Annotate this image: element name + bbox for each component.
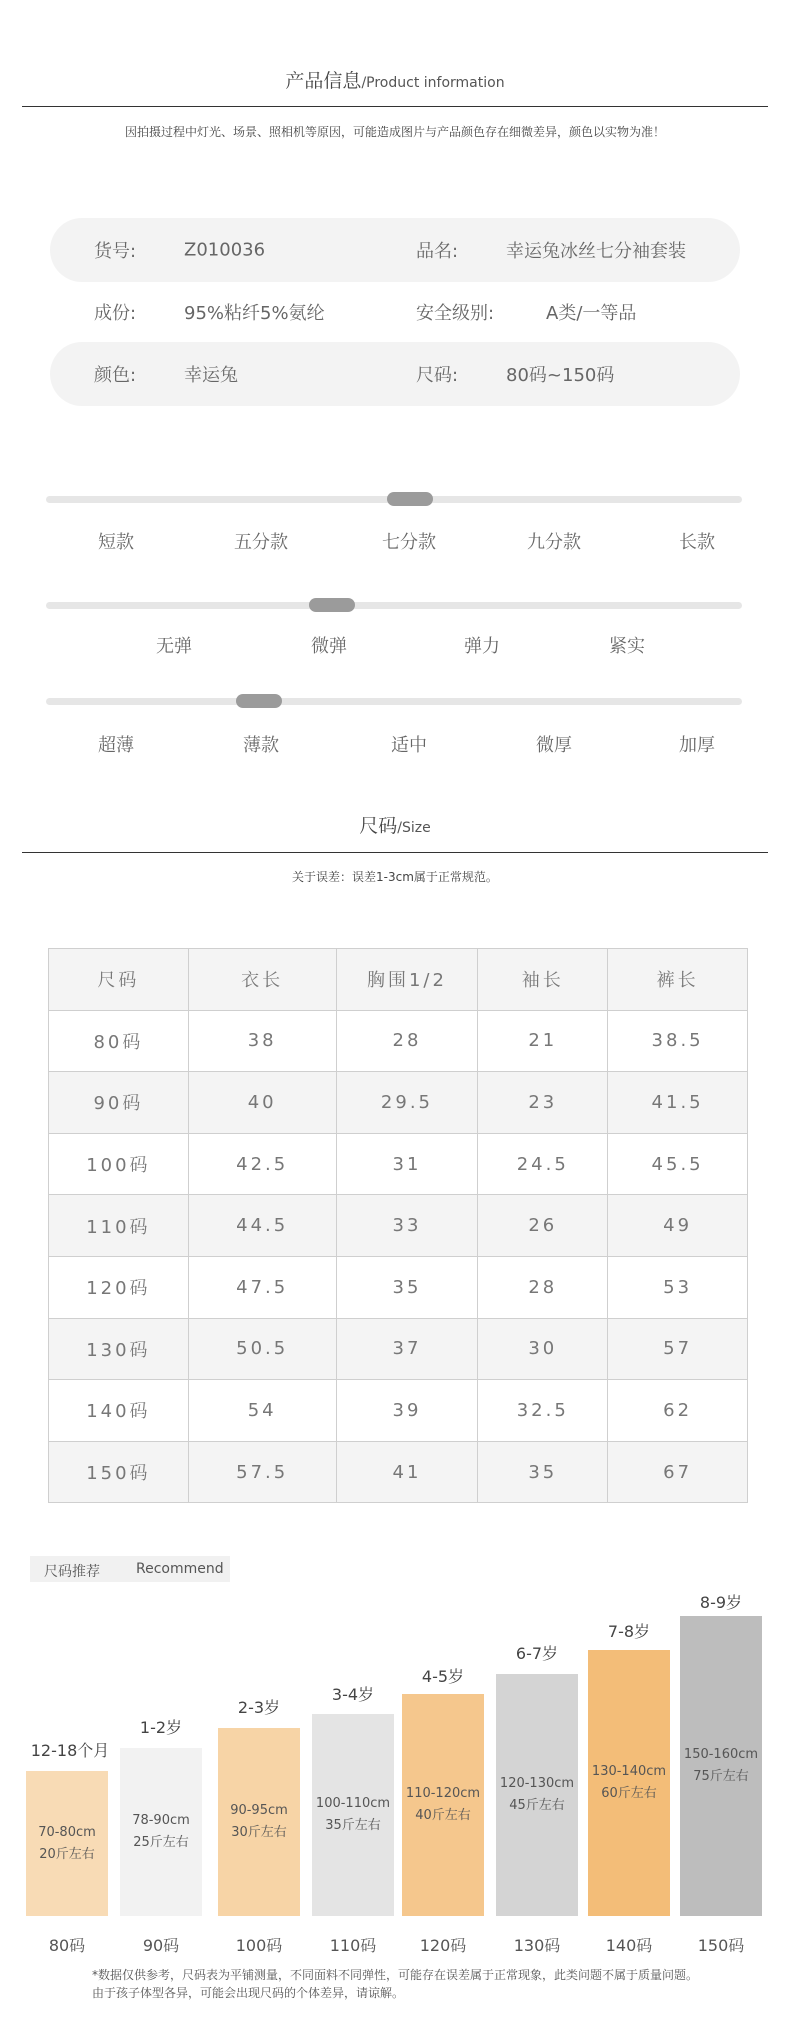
bar-size-label: 90码 xyxy=(142,1936,180,1955)
table-cell: 23 xyxy=(478,1072,608,1134)
bar-height: 120-130cm xyxy=(499,1776,575,1791)
table-cell: 57 xyxy=(608,1318,748,1380)
bar-weight: 75斤左右 xyxy=(693,1769,749,1784)
table-row xyxy=(49,1195,748,1257)
info-row-1 xyxy=(50,218,740,282)
table-cell: 140码 xyxy=(49,1380,189,1442)
footnote-disclaimer: *数据仅供参考，尺码表为平铺测量，不同面料不同弹性，可能存在误差属于正常现象，此类问题不属于质量问题。 xyxy=(92,1968,699,1982)
age-label: 2-3岁 xyxy=(237,1698,281,1717)
table-cell: 33 xyxy=(336,1195,478,1257)
table-cell: 39 xyxy=(336,1380,478,1442)
bar-height: 90-95cm xyxy=(230,1803,288,1818)
table-cell: 44.5 xyxy=(188,1195,336,1257)
table-header-cell: 尺码 xyxy=(49,949,189,1011)
recommend-tag xyxy=(30,1556,230,1582)
bar-height: 110-120cm xyxy=(405,1786,481,1801)
table-cell: 62 xyxy=(608,1380,748,1442)
table-cell: 50.5 xyxy=(188,1318,336,1380)
recommend-bar xyxy=(218,1728,300,1916)
age-label: 6-7岁 xyxy=(515,1644,559,1663)
table-cell: 42.5 xyxy=(188,1133,336,1195)
table-header-cell: 袖长 xyxy=(478,949,608,1011)
table-cell: 37 xyxy=(336,1318,478,1380)
product-name-key: 品名: xyxy=(416,241,459,262)
table-cell: 80码 xyxy=(49,1010,189,1072)
table-row xyxy=(49,1072,748,1134)
thickness-label-ultrathin: 超薄 xyxy=(98,735,134,756)
table-row xyxy=(49,1318,748,1380)
table-cell: 24.5 xyxy=(478,1133,608,1195)
table-cell: 47.5 xyxy=(188,1256,336,1318)
bar-weight: 40斤左右 xyxy=(415,1808,471,1823)
safety-level-key: 安全级别: xyxy=(416,303,495,324)
table-row xyxy=(49,1133,748,1195)
elasticity-label-slight: 微弹 xyxy=(311,636,347,657)
elasticity-label-elastic: 弹力 xyxy=(464,636,500,657)
table-cell: 21 xyxy=(478,1010,608,1072)
age-label: 8-9岁 xyxy=(699,1593,743,1612)
length-label-half: 五分款 xyxy=(234,532,288,553)
table-row xyxy=(49,1256,748,1318)
table-cell: 53 xyxy=(608,1256,748,1318)
bar-size-label: 120码 xyxy=(419,1936,467,1955)
table-cell: 38 xyxy=(188,1010,336,1072)
thickness-label-thick: 加厚 xyxy=(679,735,715,756)
recommend-tag-en: Recommend xyxy=(136,1561,224,1577)
recommend-bar xyxy=(680,1616,762,1916)
table-cell: 38.5 xyxy=(608,1010,748,1072)
elasticity-label-firm: 紧实 xyxy=(609,636,645,657)
table-row xyxy=(49,1441,748,1503)
bar-size-label: 100码 xyxy=(235,1936,283,1955)
size-title-en: /Size xyxy=(397,820,431,836)
table-cell: 35 xyxy=(478,1441,608,1503)
length-label-seven: 七分款 xyxy=(382,532,436,553)
table-cell: 57.5 xyxy=(188,1441,336,1503)
size-title xyxy=(0,811,790,838)
recommend-tag-zh: 尺码推荐 xyxy=(44,1564,100,1580)
size-range-key: 尺码: xyxy=(416,365,459,386)
product-info-title-en: /Product information xyxy=(361,75,505,91)
table-header-cell: 胸围1/2 xyxy=(336,949,478,1011)
table-cell: 26 xyxy=(478,1195,608,1257)
length-label-nine: 九分款 xyxy=(527,532,581,553)
bar-weight: 25斤左右 xyxy=(133,1835,189,1850)
thickness-label-thin: 薄款 xyxy=(243,735,279,756)
thickness-label-slightthick: 微厚 xyxy=(536,735,572,756)
color-value: 幸运兔 xyxy=(184,365,238,386)
table-header-cell: 衣长 xyxy=(188,949,336,1011)
item-no-value: Z010036 xyxy=(184,239,266,261)
age-label: 1-2岁 xyxy=(139,1718,183,1737)
table-cell: 41 xyxy=(336,1441,478,1503)
table-cell: 32.5 xyxy=(478,1380,608,1442)
elasticity-slider-track xyxy=(46,602,742,609)
table-cell: 150码 xyxy=(49,1441,189,1503)
bar-height: 100-110cm xyxy=(315,1796,391,1811)
recommend-bar xyxy=(312,1714,394,1916)
thickness-label-medium: 适中 xyxy=(391,735,427,756)
table-cell: 130码 xyxy=(49,1318,189,1380)
bar-size-label: 130码 xyxy=(513,1936,561,1955)
bar-weight: 45斤左右 xyxy=(509,1798,565,1813)
table-cell: 40 xyxy=(188,1072,336,1134)
elasticity-slider-thumb xyxy=(309,598,355,612)
size-title-zh: 尺码 xyxy=(359,815,398,837)
table-cell: 110码 xyxy=(49,1195,189,1257)
material-key: 成份: xyxy=(94,303,137,324)
color-key: 颜色: xyxy=(94,365,137,386)
info-row-3 xyxy=(50,342,740,406)
product-info-title xyxy=(0,66,790,93)
length-label-long: 长款 xyxy=(679,532,715,553)
recommend-bar xyxy=(26,1771,108,1916)
bar-weight: 60斤左右 xyxy=(601,1786,657,1801)
size-tolerance-note: 关于误差：误差1-3cm属于正常规范。 xyxy=(292,870,498,884)
bar-size-label: 140码 xyxy=(605,1936,653,1955)
table-row xyxy=(49,1380,748,1442)
table-cell: 120码 xyxy=(49,1256,189,1318)
bar-size-label: 80码 xyxy=(48,1936,86,1955)
table-header-row xyxy=(49,949,748,1011)
table-cell: 31 xyxy=(336,1133,478,1195)
recommend-bar xyxy=(496,1674,578,1916)
footnote-body-variance: 由于孩子体型各异，可能会出现尺码的个体差异，请谅解。 xyxy=(92,1986,405,2000)
size-table xyxy=(48,948,748,1503)
age-label: 7-8岁 xyxy=(607,1622,651,1641)
color-disclaimer: 因拍摄过程中灯光、场景、照相机等原因，可能造成图片与产品颜色存在细微差异，颜色以实物为准！ xyxy=(124,125,665,139)
table-cell: 41.5 xyxy=(608,1072,748,1134)
table-cell: 67 xyxy=(608,1441,748,1503)
bar-weight: 30斤左右 xyxy=(231,1825,287,1840)
length-label-short: 短款 xyxy=(98,532,134,553)
bar-height: 70-80cm xyxy=(38,1824,96,1840)
length-slider-thumb xyxy=(387,492,433,506)
table-cell: 35 xyxy=(336,1256,478,1318)
recommend-bar xyxy=(588,1650,670,1916)
divider xyxy=(22,106,768,107)
table-cell: 54 xyxy=(188,1380,336,1442)
bar-height: 78-90cm xyxy=(132,1813,190,1828)
table-cell: 100码 xyxy=(49,1133,189,1195)
thickness-slider-track xyxy=(46,698,742,705)
material-value: 95%粘纤5%氨纶 xyxy=(184,303,325,324)
age-label: 4-5岁 xyxy=(421,1667,465,1686)
table-cell: 90码 xyxy=(49,1072,189,1134)
age-label: 3-4岁 xyxy=(331,1685,375,1704)
bar-weight: 20斤左右 xyxy=(39,1846,95,1862)
table-cell: 45.5 xyxy=(608,1133,748,1195)
table-cell: 28 xyxy=(336,1010,478,1072)
thickness-slider-thumb xyxy=(236,694,282,708)
bar-size-label: 150码 xyxy=(697,1936,745,1955)
table-cell: 29.5 xyxy=(336,1072,478,1134)
age-label: 12-18个月 xyxy=(30,1741,110,1760)
divider xyxy=(22,852,768,853)
recommend-bar xyxy=(120,1748,202,1916)
item-no-key: 货号: xyxy=(94,241,137,262)
table-cell: 49 xyxy=(608,1195,748,1257)
recommend-bar xyxy=(402,1694,484,1916)
table-header-cell: 裤长 xyxy=(608,949,748,1011)
table-row xyxy=(49,1010,748,1072)
table-cell: 30 xyxy=(478,1318,608,1380)
bar-height: 150-160cm xyxy=(683,1747,759,1762)
elasticity-label-none: 无弹 xyxy=(156,636,192,657)
safety-level-value: A类/一等品 xyxy=(546,303,637,324)
info-row-2 xyxy=(50,280,740,344)
bar-weight: 35斤左右 xyxy=(325,1818,381,1833)
bar-size-label: 110码 xyxy=(329,1936,377,1955)
table-cell: 28 xyxy=(478,1256,608,1318)
size-range-value: 80码~150码 xyxy=(506,365,615,386)
bar-height: 130-140cm xyxy=(591,1764,667,1779)
product-name-value: 幸运兔冰丝七分袖套装 xyxy=(506,241,686,262)
product-info-title-zh: 产品信息 xyxy=(285,70,362,92)
